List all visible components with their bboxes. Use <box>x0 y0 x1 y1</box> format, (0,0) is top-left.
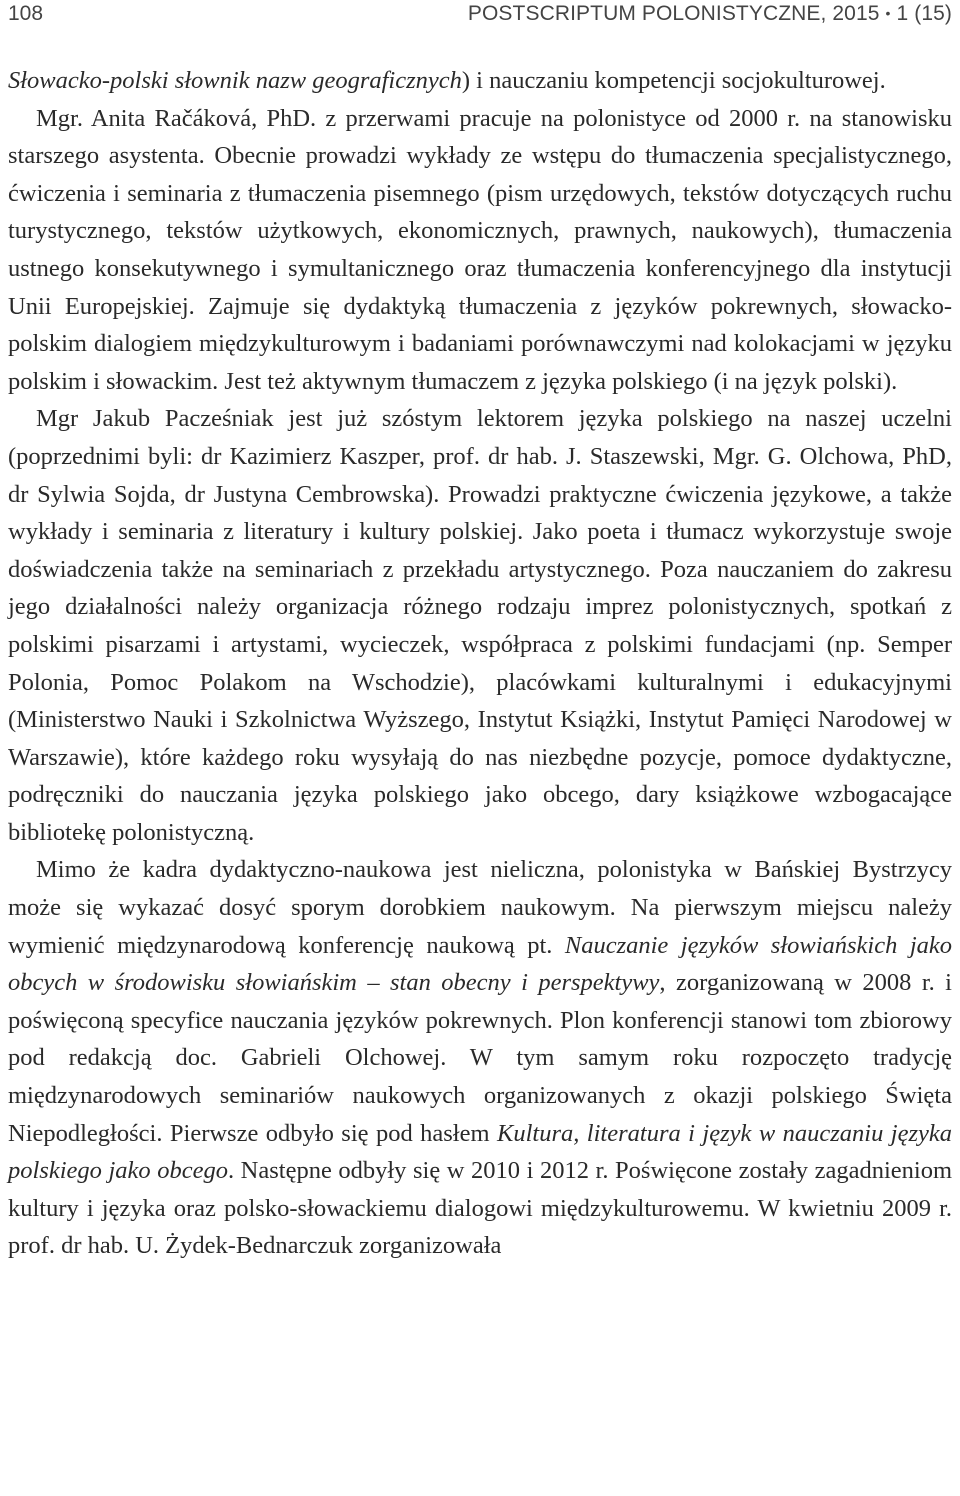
italic-title: Nauczanie języków słowiańskich jako obcych w środowisku słowiańskim – stan obecny i perspektywy <box>8 931 952 997</box>
text-run: . Następne odbyły się w 2010 i 2012 r. Poświęcone zostały zagadnieniom kultury i języka oraz polsko-słowackiemu dialogowi międzykulturowemu. W kwietniu 2009 r. prof. dr hab. U. Żydek-Bednarczuk zorganizowała <box>8 1157 953 1260</box>
paragraph-continuation <box>8 62 952 100</box>
text-run: ) i nauczaniu kompetencji socjokulturowej. <box>461 67 886 94</box>
text-run: Mimo że kadra dydaktyczno-naukowa jest nieliczna, polonistyka w Bańskiej Bystrzycy może się wykazać dosyć sporym dorobkiem naukowym. Na pierwszym miejscu należy wymienić międzynarodową konferencję naukową pt. <box>8 856 952 959</box>
paragraph-racakova <box>8 100 952 401</box>
italic-title: Słowacko-polski słownik nazw geograficznych <box>8 67 462 94</box>
bullet-separator: • <box>885 5 891 21</box>
paragraph-research <box>8 851 952 1265</box>
page-header <box>8 0 952 30</box>
text-run: , zorganizowaną w 2008 r. i poświęconą specyfice nauczania języków pokrewnych. Plon konferencji stanowi tom zbiorowy pod redakcją doc. Gabrieli Olchowej. W tym samym roku rozpoczęto tradycję międzynarodowych seminariów naukowych organizowanych z okazji polskiego Święta Niepodległości. Pierwsze odbyło się pod hasłem <box>8 969 952 1147</box>
paragraph-paczesniak <box>8 400 952 851</box>
italic-title: Kultura, literatura i język w nauczaniu języka polskiego jako obcego <box>8 1119 952 1185</box>
running-head <box>468 2 952 26</box>
text-run: Mgr Jakub Pacześniak jest już szóstym lektorem języka polskiego na naszej uczelni (poprzednimi byli: dr Kazimierz Kaszper, prof. dr hab. J. Staszewski, Mgr. G. Olchowa, PhD, dr Sylwia Sojda, dr Justyna Cembrowska). Prowadzi praktyczne ćwiczenia językowe, a także wykłady i seminaria z literatury i kultury polskiej. Jako poeta i tłumacz wykorzystuje swoje doświadczenia także na seminariach z przekładu artystycznego. Poza nauczaniem do zakresu jego działalności należy organizacja różnego rodzaju imprez polonistycznych, spotkań z polskimi pisarzami i artystami, wycieczek, współpraca z polskimi fundacjami (np. Semper Polonia, Pomoc Polakom na Wschodzie), placówkami kulturalnymi i edukacyjnymi (Ministerstwo Nauki i Szkolnictwa Wyższego, Instytut Książki, Instytut Pamięci Narodowej w Warszawie), które każdego roku wysyłają do nas niezbędne pozycje, pomoce dydaktyczne, podręczniki do nauczania języka polskiego jako obcego, dary książkowe wzbogacające bibliotekę polonistyczną. <box>8 405 952 846</box>
page-number: 108 <box>8 2 44 25</box>
text-run: Mgr. Anita Račáková, PhD. z przerwami pracuje na polonistyce od 2000 r. na stanowisku starszego asystenta. Obecnie prowadzi wykłady ze wstępu do tłumaczenia specjalistycznego, ćwiczenia i seminaria z tłumaczenia pisemnego (pism urzędowych, tekstów dotyczących ruchu turystycznego, tekstów użytkowych, ekonomicznych, prawnych, naukowych), tłumaczenia ustnego konsekutywnego i symultanicznego oraz tłumaczenia konferencyjnego dla instytucji Unii Europejskiej. Zajmuje się dydaktyką tłumaczenia z języków pokrewnych, słowacko-polskim dialogiem międzykulturowym i badaniami porównawczymi nad kolokacjami w języku polskim i słowackim. Jest też aktywnym tłumaczem z języka polskiego (i na język polski). <box>8 104 952 395</box>
issue-number: 1 (15) <box>896 2 952 25</box>
article-body <box>8 62 952 1265</box>
journal-title: POSTSCRIPTUM POLONISTYCZNE, 2015 <box>467 2 880 25</box>
